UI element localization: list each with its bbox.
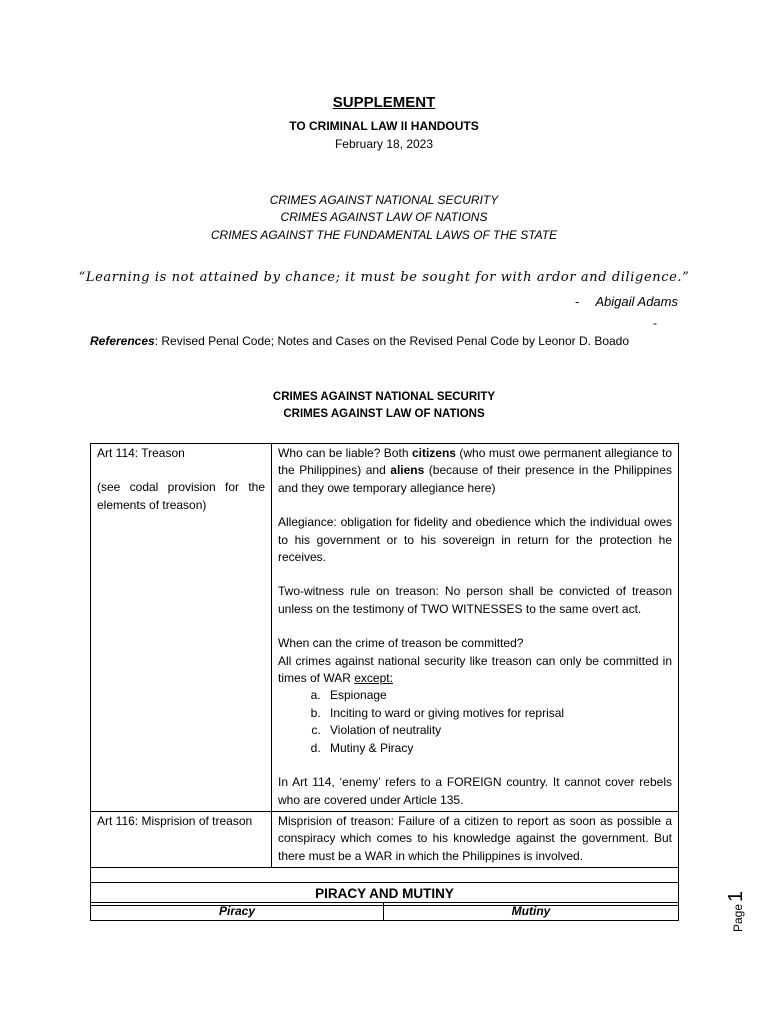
underlined-term: except:: [354, 671, 393, 686]
quote-author: Abigail Adams: [595, 294, 678, 309]
list-item: a. Espionage: [324, 687, 672, 704]
quote-text: “Learning is not attained by chance; it must be sought for with ardor and diligence.”: [78, 270, 690, 285]
allegiance-paragraph: Allegiance: obligation for fidelity and obedience which the individual owes to his government or to his sovereign in return for the protection he receives.: [278, 515, 672, 565]
piracy-heading: PIRACY AND MUTINY: [91, 883, 679, 905]
page-number: 1: [725, 890, 747, 902]
table-row: [91, 444, 679, 812]
references-label: References: [90, 334, 155, 348]
article-note: (see codal provision for the elements of treason): [97, 480, 265, 512]
category-line: CRIMES AGAINST NATIONAL SECURITY: [269, 193, 499, 207]
table-cell: [91, 811, 272, 867]
bold-term: citizens: [411, 446, 456, 460]
list-item: b. Inciting to ward or giving motives for reprisal: [324, 705, 672, 722]
text-span: (because of their presence in the Philippines and they owe temporary allegiance here): [278, 463, 672, 495]
text-span: Who can be liable? Both: [278, 446, 412, 460]
liability-paragraph: [278, 445, 672, 497]
list-item: c. Violation of neutrality: [324, 722, 672, 739]
table-row: [91, 811, 679, 867]
section-heading: CRIMES AGAINST LAW OF NATIONS: [283, 408, 485, 420]
category-line: CRIMES AGAINST LAW OF NATIONS: [280, 210, 488, 224]
document-subtitle: TO CRIMINAL LAW II HANDOUTS: [289, 119, 479, 133]
quote-attribution: [575, 294, 678, 309]
exceptions-list: [278, 687, 672, 757]
crimes-table: [90, 443, 679, 906]
two-witness-paragraph: Two-witness rule on treason: No person shall be convicted of treason unless on the testimony of TWO WITNESSES to the same overt act.: [278, 584, 672, 616]
table-row: [91, 903, 679, 921]
text-span: All crimes against national security like treason can only be committed in times of WAR: [278, 653, 672, 686]
category-line: CRIMES AGAINST THE FUNDAMENTAL LAWS OF THE STATE: [210, 228, 558, 242]
enemy-paragraph: In Art 114, ‘enemy’ refers to a FOREIGN country. It cannot cover rebels who are covered under Article 135.: [278, 775, 672, 807]
table-cell: [91, 444, 272, 812]
article-title: Art 116: Misprision of treason: [97, 813, 253, 828]
page-number-block: [705, 880, 755, 940]
list-item: d. Mutiny & Piracy: [324, 740, 672, 757]
table-cell: [272, 811, 679, 867]
when-question: When can the crime of treason be committed?: [278, 636, 524, 651]
misprision-paragraph: Misprision of treason: Failure of a citizen to report as soon as possible a conspiracy which comes to his knowledge against the government. But there must be a WAR in which the Philippines is involved.: [278, 813, 672, 863]
column-piracy: Piracy: [91, 903, 384, 921]
table-row: [91, 868, 679, 883]
piracy-mutiny-columns: [90, 902, 679, 921]
references-text: : Revised Penal Code; Notes and Cases on the Revised Penal Code by Leonor D. Boado: [154, 334, 630, 348]
text-span: (who must owe permanent allegiance to the Philippines) and: [278, 446, 673, 478]
table-cell: [91, 868, 679, 883]
page-label-text: Page: [731, 903, 745, 932]
attribution-dash: -: [575, 294, 580, 309]
document-date: February 18, 2023: [334, 137, 434, 151]
document-title: SUPPLEMENT: [332, 94, 436, 111]
page-label: [725, 891, 748, 932]
article-title: Art 114: Treason: [97, 446, 185, 460]
bold-term: aliens: [390, 463, 425, 478]
column-mutiny: Mutiny: [384, 903, 679, 921]
table-cell: [272, 444, 679, 812]
when-answer: [278, 653, 672, 688]
section-heading: CRIMES AGAINST NATIONAL SECURITY: [272, 391, 496, 403]
references: [90, 334, 629, 348]
trailing-dash: -: [653, 316, 657, 330]
